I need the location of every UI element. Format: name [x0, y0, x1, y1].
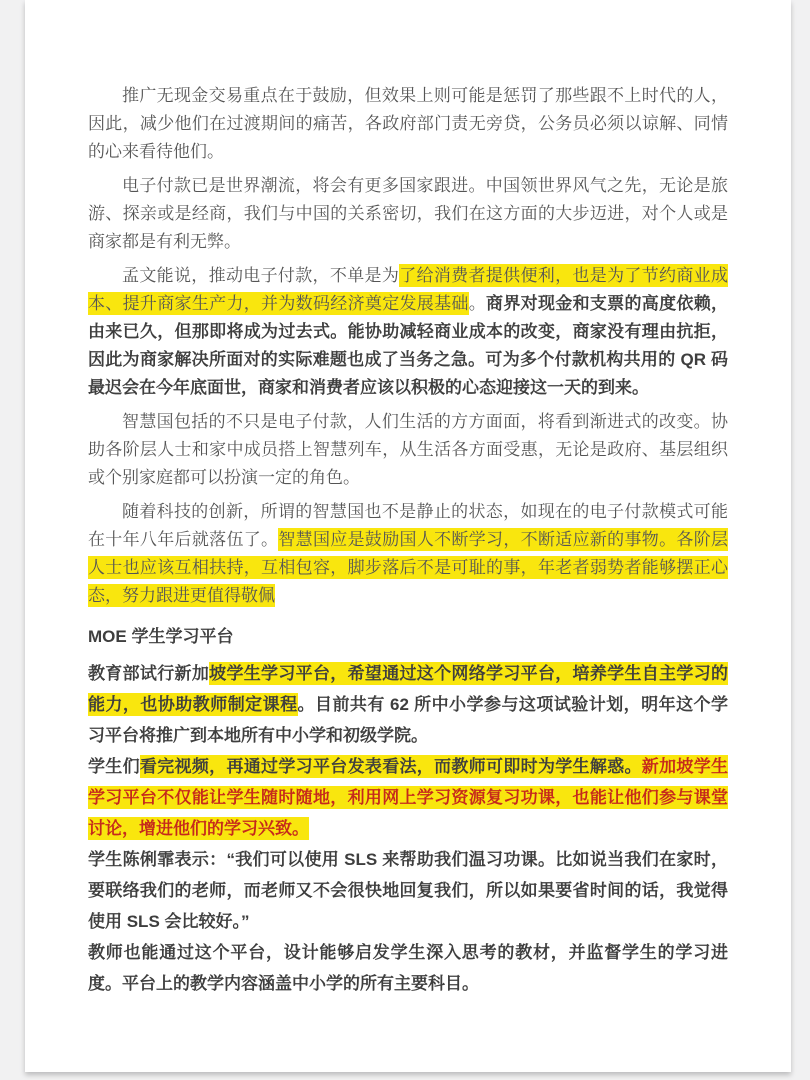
highlighted-text: 了给消费者提供便利，也是为了节约商业成本、提升商家生产力，并为数码经济奠定发展基础 — [88, 266, 729, 313]
highlighted-text: 新加坡学生学习平台不仅能让学生随时随地，利用网上学习资源复习功课，也能让他们参与课堂讨论，增进他们的学习兴致。 — [88, 757, 729, 838]
text-segment: 电子付款已是世界潮流，将会有更多国家跟进。中国领世界风气之先，无论是旅游、探亲或是经商，我们与中国的关系密切，我们在这方面的大步迈进，对个人或是商家都是有利无弊。 — [88, 176, 728, 251]
text-segment: 随着科技的创新，所谓的智慧国也不是静止的状态，如现在的电子付款模式可能在十年八年后就落伍了。 — [88, 502, 728, 549]
text-segment: 学生们 — [88, 757, 140, 776]
document-page — [25, 0, 791, 1072]
paragraph — [88, 937, 728, 999]
paragraph — [88, 408, 728, 492]
text-segment: 。 — [468, 294, 487, 313]
highlighted-text: 看完视频，再通过学习平台发表看法，而教师可即时为学生解惑。 — [139, 757, 642, 776]
paragraph — [88, 751, 728, 844]
text-segment: 孟文能说，推动电子付款，不单是为 — [122, 266, 400, 285]
text-segment: 推广无现金交易重点在于鼓励，但效果上则可能是惩罚了那些跟不上时代的人，因此，减少他们在过渡期间的痛苦，各政府部门责无旁贷，公务员必须以谅解、同情的心来看待他们。 — [88, 86, 728, 161]
paragraph — [88, 82, 728, 166]
text-segment: 学生陈俐霏表示：“我们可以使用 SLS 来帮助我们温习功课。比如说当我们在家时，要联络我们的老师，而老师又不会很快地回复我们，所以如果要省时间的话，我觉得使用 SLS 会比较好。” — [88, 850, 728, 931]
text-segment: 教育部试行新加 — [88, 664, 210, 683]
highlighted-text: 坡学生学习平台，希望通过这个网络学习平台，培养学生自主学习的能力，也协助教师制定课程 — [88, 664, 729, 714]
text-segment: 商界对现金和支票的高度依赖，由来已久，但那即将成为过去式。能协助减轻商业成本的改变，商家没有理由抗拒，因此为商家解决所面对的实际难题也成了当务之急。可为多个付款机构共用的 QR 码最迟会在今年底面世，商家和消费者应该以积极的心态迎接这一天的到来。 — [88, 294, 729, 397]
paragraph — [88, 658, 728, 751]
paragraph — [88, 498, 728, 610]
text-segment: 。目前共有 62 所中小学参与这项试验计划，明年这个学习平台将推广到本地所有中小学和初级学院。 — [88, 695, 728, 745]
article-body — [25, 0, 791, 999]
paragraph — [88, 172, 728, 256]
text-segment: 教师也能通过这个平台，设计能够启发学生深入思考的教材，并监督学生的学习进度。平台上的教学内容涵盖中小学的所有主要科目。 — [88, 943, 728, 993]
highlighted-text: 智慧国应是鼓励国人不断学习，不断适应新的事物。各阶层人士也应该互相扶持，互相包容，脚步落后不是可耻的事，年老者弱势者能够摆正心态，努力跟进更值得敬佩 — [88, 530, 729, 605]
paragraph — [88, 844, 728, 937]
section-heading: MOE 学生学习平台 — [88, 627, 234, 646]
text-segment: 智慧国包括的不只是电子付款，人们生活的方方面面，将看到渐进式的改变。协助各阶层人士和家中成员搭上智慧列车，从生活各方面受惠，无论是政府、基层组织或个别家庭都可以扮演一定的角色。 — [88, 412, 728, 487]
paragraph — [88, 262, 728, 402]
